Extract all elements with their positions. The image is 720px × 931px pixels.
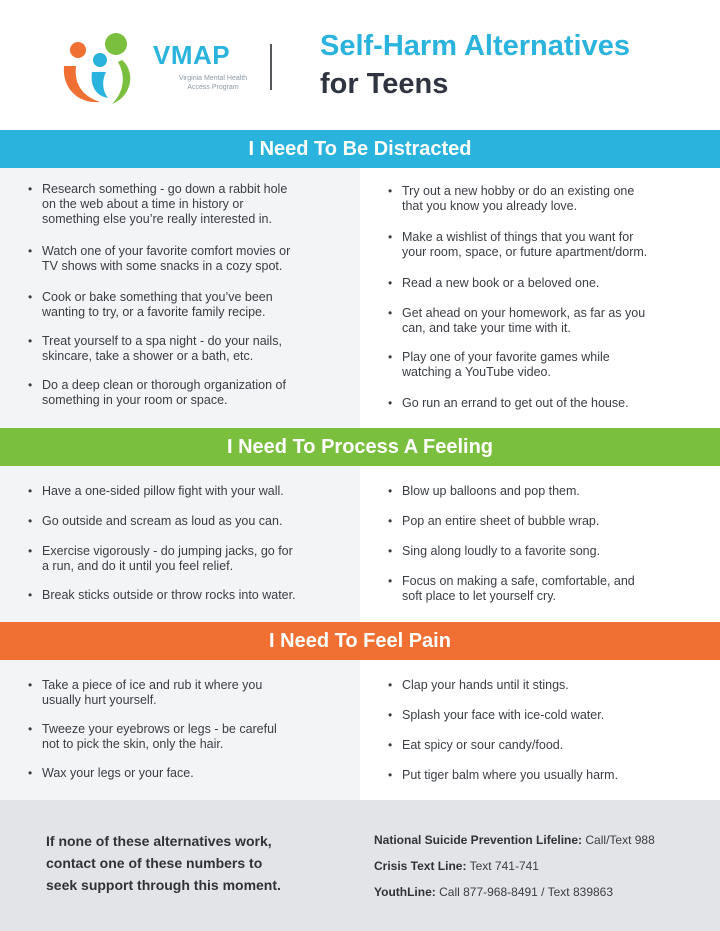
section-process-feeling: [0, 466, 720, 622]
list-item-line: watching a YouTube video.: [402, 365, 551, 379]
bullet-icon: •: [388, 350, 393, 364]
list-item-line: Splash your face with ice-cold water.: [402, 708, 605, 722]
bullet-icon: •: [28, 334, 33, 348]
list-item-line: Do a deep clean or thorough organization of: [42, 378, 286, 392]
bullet-icon: •: [28, 678, 33, 692]
list-item-line: soft place to let yourself cry.: [402, 589, 556, 603]
bullet-icon: •: [28, 378, 33, 392]
list-item: [26, 766, 344, 781]
list-item-line: skincare, take a shower or a bath, etc.: [42, 349, 254, 363]
list-item-line: can, and take your time with it.: [402, 321, 571, 335]
list-item-line: your room, space, or future apartment/dorm.: [402, 245, 648, 259]
column-left: [0, 168, 360, 428]
list-item-line: Clap your hands until it stings.: [402, 678, 569, 692]
list-item-line: Go outside and scream as loud as you can.: [42, 514, 283, 528]
bullet-icon: •: [28, 544, 33, 558]
list-item: [26, 544, 344, 574]
bullet-icon: •: [388, 768, 393, 782]
footer: [0, 800, 720, 931]
list-item-line: TV shows with some snacks in a cozy spot.: [42, 259, 283, 273]
list-item-line: Research something - go down a rabbit hole: [42, 182, 288, 196]
list-item: [386, 514, 704, 529]
list-item-line: Cook or bake something that you’ve been: [42, 290, 273, 304]
section-feel-pain: [0, 660, 720, 800]
bullet-icon: •: [388, 738, 393, 752]
list-item: [386, 708, 704, 723]
list-item-line: Blow up balloons and pop them.: [402, 484, 580, 498]
bullet-icon: •: [28, 766, 33, 780]
list-item: [26, 290, 344, 320]
list-item-line: something in your room or space.: [42, 393, 228, 407]
bullet-icon: •: [388, 276, 393, 290]
list-item-line: Have a one-sided pillow fight with your wall.: [42, 484, 284, 498]
bullet-icon: •: [28, 244, 33, 258]
contact-label: Crisis Text Line:: [374, 859, 467, 873]
footer-message-line: If none of these alternatives work,: [46, 833, 272, 849]
list-item-line: Sing along loudly to a favorite song.: [402, 544, 601, 558]
column-left: [0, 660, 360, 800]
list-item-line: Pop an entire sheet of bubble wrap.: [402, 514, 600, 528]
list-item: [26, 244, 344, 274]
list-item-line: usually hurt yourself.: [42, 693, 157, 707]
list-item: [386, 678, 704, 693]
bullet-icon: •: [388, 484, 393, 498]
list-item: [386, 574, 704, 604]
list-item-line: something else you’re really interested in.: [42, 212, 272, 226]
bullet-icon: •: [28, 290, 33, 304]
page-title-secondary: for Teens: [320, 68, 449, 100]
logo-subtitle: [153, 74, 273, 92]
bullet-icon: •: [388, 544, 393, 558]
bullet-icon: •: [388, 708, 393, 722]
bullet-icon: •: [28, 514, 33, 528]
list-item-line: a run, and do it until you feel relief.: [42, 559, 234, 573]
contact-value: Call 877-968-8491 / Text 839863: [439, 885, 614, 899]
list-item: [26, 334, 344, 364]
logo-name: VMAP: [153, 40, 231, 70]
list-item: [26, 182, 344, 227]
list-item-line: Watch one of your favorite comfort movies or: [42, 244, 291, 258]
list-item: [386, 306, 704, 336]
bullet-icon: •: [388, 230, 393, 244]
list-item-line: Read a new book or a beloved one.: [402, 276, 600, 290]
list-item-line: Focus on making a safe, comfortable, and: [402, 574, 635, 588]
list-item: [386, 276, 704, 291]
footer-message-line: seek support through this moment.: [46, 877, 281, 893]
list-item-line: Try out a new hobby or do an existing one: [402, 184, 635, 198]
list-item-line: Break sticks outside or throw rocks into water.: [42, 588, 296, 602]
contact-value: Text 741-741: [469, 859, 539, 873]
section-heading-distracted: I Need To Be Distracted: [0, 130, 720, 168]
list-item: [26, 378, 344, 408]
list-item-line: that you know you already love.: [402, 199, 578, 213]
list-item-line: Get ahead on your homework, as far as you: [402, 306, 646, 320]
contact-lifeline: [374, 833, 655, 847]
bullet-icon: •: [388, 184, 393, 198]
section-heading-process-feeling: I Need To Process A Feeling: [0, 428, 720, 466]
list-item: [386, 484, 704, 499]
list-item-line: Put tiger balm where you usually harm.: [402, 768, 619, 782]
bullet-icon: •: [28, 722, 33, 736]
list-item-line: Take a piece of ice and rub it where you: [42, 678, 263, 692]
list-item: [26, 722, 344, 752]
footer-message: [46, 830, 336, 896]
bullet-icon: •: [388, 574, 393, 588]
list-item-line: Make a wishlist of things that you want for: [402, 230, 634, 244]
column-right: [360, 660, 720, 800]
logo-subtitle-line: Access Program: [187, 84, 239, 91]
list-item: [386, 350, 704, 380]
vmap-logo-icon: [56, 26, 138, 108]
list-item-line: Go run an errand to get out of the house.: [402, 396, 629, 410]
bullet-icon: •: [388, 306, 393, 320]
logo-subtitle-line: Virginia Mental Health: [178, 75, 248, 82]
header-divider: [270, 44, 272, 90]
footer-message-line: contact one of these numbers to: [46, 855, 263, 871]
contact-crisis-text-line: [374, 859, 539, 873]
bullet-icon: •: [28, 484, 33, 498]
list-item-line: Wax your legs or your face.: [42, 766, 194, 780]
list-item: [386, 768, 704, 783]
list-item-line: not to pick the skin, only the hair.: [42, 737, 224, 751]
contact-value: Call/Text 988: [585, 833, 655, 847]
list-item-line: Tweeze your eyebrows or legs - be careful: [42, 722, 277, 736]
header: [0, 0, 720, 130]
contact-label: YouthLine:: [374, 885, 436, 899]
column-left: [0, 466, 360, 622]
list-item: [26, 678, 344, 708]
section-distracted: [0, 168, 720, 428]
column-right: [360, 466, 720, 622]
list-item-line: Treat yourself to a spa night - do your nails,: [42, 334, 282, 348]
list-item-line: wanting to try, or a favorite family recipe.: [42, 305, 266, 319]
column-right: [360, 168, 720, 428]
section-heading-feel-pain: I Need To Feel Pain: [0, 622, 720, 660]
list-item: [386, 230, 704, 260]
list-item-line: Exercise vigorously - do jumping jacks, go for: [42, 544, 293, 558]
list-item: [386, 738, 704, 753]
list-item: [386, 396, 704, 411]
list-item: [386, 184, 704, 214]
page-title: Self-Harm Alternatives: [320, 30, 630, 62]
bullet-icon: •: [28, 588, 33, 602]
list-item-line: Eat spicy or sour candy/food.: [402, 738, 564, 752]
list-item: [26, 514, 344, 529]
contact-label: National Suicide Prevention Lifeline:: [374, 833, 583, 847]
list-item: [386, 544, 704, 559]
contact-youthline: [374, 885, 613, 899]
bullet-icon: •: [388, 678, 393, 692]
list-item: [26, 484, 344, 499]
bullet-icon: •: [388, 514, 393, 528]
bullet-icon: •: [388, 396, 393, 410]
list-item-line: on the web about a time in history or: [42, 197, 244, 211]
list-item: [26, 588, 344, 603]
bullet-icon: •: [28, 182, 33, 196]
list-item-line: Play one of your favorite games while: [402, 350, 610, 364]
